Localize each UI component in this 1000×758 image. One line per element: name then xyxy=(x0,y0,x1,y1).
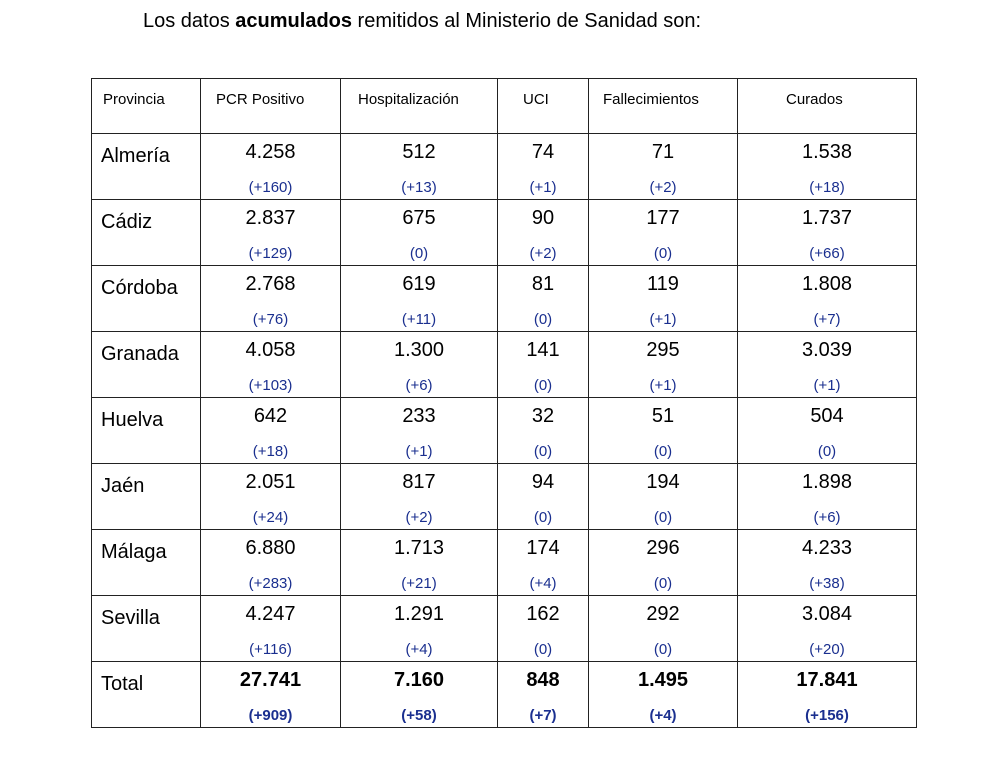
cell-uci xyxy=(498,398,589,464)
cell-value: 642 xyxy=(253,405,288,427)
cell-pcr-positivo xyxy=(201,134,341,200)
cell-hospitalizacion xyxy=(341,398,498,464)
cell-curados xyxy=(738,134,917,200)
cell-pcr-positivo xyxy=(201,332,341,398)
cell-provincia: Almería xyxy=(92,134,201,200)
cell-value: 194 xyxy=(646,471,680,493)
cell-delta: (0) xyxy=(533,641,553,658)
cell-provincia: Sevilla xyxy=(92,596,201,662)
cell-value: 292 xyxy=(646,603,680,625)
cell-provincia: Jaén xyxy=(92,464,201,530)
cell-value: 1.538 xyxy=(801,141,853,163)
cell-curados xyxy=(738,530,917,596)
cell-uci xyxy=(498,662,589,728)
cell-curados xyxy=(738,464,917,530)
cell-uci xyxy=(498,200,589,266)
cell-value: 512 xyxy=(402,141,436,163)
cell-delta: (0) xyxy=(533,443,553,460)
cell-value: 7.160 xyxy=(393,669,445,691)
cell-delta: (0) xyxy=(653,245,673,262)
cell-delta: (+2) xyxy=(405,509,433,526)
cell-fallecimientos xyxy=(589,596,738,662)
cell-hospitalizacion xyxy=(341,266,498,332)
table-row xyxy=(92,200,917,266)
cell-pcr-positivo xyxy=(201,530,341,596)
cell-value: 51 xyxy=(651,405,675,427)
table-row xyxy=(92,464,917,530)
cell-value: 4.058 xyxy=(245,339,296,361)
cell-pcr-positivo xyxy=(201,464,341,530)
heading-text-before: Los datos xyxy=(143,10,236,32)
cell-value: 6.880 xyxy=(245,537,296,559)
cell-delta: (0) xyxy=(653,443,673,460)
header-pcr-positivo: PCR Positivo xyxy=(201,79,341,134)
cell-value: 619 xyxy=(402,273,436,295)
cell-value: 1.300 xyxy=(393,339,445,361)
cell-value: 4.233 xyxy=(801,537,853,559)
cell-fallecimientos xyxy=(589,662,738,728)
cell-value: 675 xyxy=(402,207,436,229)
table-row xyxy=(92,266,917,332)
cell-curados xyxy=(738,266,917,332)
cell-delta: (+103) xyxy=(248,377,293,394)
cell-value: 4.258 xyxy=(245,141,296,163)
cell-pcr-positivo xyxy=(201,596,341,662)
cell-value: 2.051 xyxy=(245,471,296,493)
cell-delta: (+21) xyxy=(401,575,437,592)
cell-delta: (+160) xyxy=(248,179,293,196)
cell-value: 295 xyxy=(646,339,680,361)
heading-text-bold: acumulados xyxy=(235,10,352,32)
cell-value: 1.495 xyxy=(637,669,689,691)
cell-delta: (0) xyxy=(533,377,553,394)
cell-delta: (+116) xyxy=(249,641,292,658)
cell-delta: (+20) xyxy=(809,641,845,658)
cell-delta: (+6) xyxy=(405,377,433,394)
cell-delta: (+1) xyxy=(649,311,677,328)
header-fallecimientos: Fallecimientos xyxy=(589,79,738,134)
cell-fallecimientos xyxy=(589,398,738,464)
cell-value: 119 xyxy=(647,273,679,295)
cell-value: 848 xyxy=(526,669,560,691)
cell-delta: (+13) xyxy=(401,179,437,196)
cell-pcr-positivo xyxy=(201,200,341,266)
cell-hospitalizacion xyxy=(341,596,498,662)
cell-value: 81 xyxy=(531,273,555,295)
cell-value: 1.737 xyxy=(801,207,853,229)
cell-delta: (+18) xyxy=(809,179,845,196)
table-row xyxy=(92,398,917,464)
cell-delta: (+7) xyxy=(813,311,841,328)
cell-fallecimientos xyxy=(589,134,738,200)
table-row xyxy=(92,332,917,398)
cell-delta: (+24) xyxy=(252,509,289,526)
cell-delta: (0) xyxy=(653,641,673,658)
cell-value: 2.837 xyxy=(245,207,296,229)
cell-delta: (+1) xyxy=(813,377,841,394)
cell-delta: (+18) xyxy=(252,443,289,460)
cell-value: 296 xyxy=(646,537,680,559)
cell-value: 27.741 xyxy=(239,669,302,691)
cell-value: 74 xyxy=(531,141,555,163)
cell-fallecimientos xyxy=(589,530,738,596)
cell-delta: (+1) xyxy=(529,179,557,196)
page-heading xyxy=(143,9,701,33)
cell-value: 1.291 xyxy=(393,603,445,625)
header-hospitalizacion: Hospitalización xyxy=(341,79,498,134)
cell-hospitalizacion xyxy=(341,662,498,728)
cell-delta: (+6) xyxy=(813,509,841,526)
cell-hospitalizacion xyxy=(341,464,498,530)
cell-value: 177 xyxy=(646,207,680,229)
cell-curados xyxy=(738,662,917,728)
cell-value: 4.247 xyxy=(245,603,296,625)
header-curados: Curados xyxy=(738,79,917,134)
cell-delta: (+66) xyxy=(809,245,845,262)
cell-hospitalizacion xyxy=(341,200,498,266)
cell-delta: (0) xyxy=(409,245,429,262)
cell-hospitalizacion xyxy=(341,134,498,200)
cell-curados xyxy=(738,200,917,266)
cell-provincia: Total xyxy=(92,662,201,728)
cell-value: 817 xyxy=(402,471,436,493)
cell-value: 90 xyxy=(531,207,555,229)
cell-delta: (+2) xyxy=(649,179,677,196)
cell-delta: (0) xyxy=(653,509,673,526)
cell-delta: (0) xyxy=(533,311,553,328)
cell-delta: (+4) xyxy=(405,641,433,658)
cell-value: 17.841 xyxy=(796,669,858,691)
cell-provincia: Granada xyxy=(92,332,201,398)
cell-hospitalizacion xyxy=(341,530,498,596)
cell-pcr-positivo xyxy=(201,266,341,332)
cell-value: 174 xyxy=(526,537,560,559)
cell-value: 32 xyxy=(531,405,555,427)
cell-curados xyxy=(738,596,917,662)
cell-uci xyxy=(498,134,589,200)
cell-fallecimientos xyxy=(589,332,738,398)
cell-value: 3.039 xyxy=(801,339,853,361)
cell-delta: (+2) xyxy=(529,245,557,262)
table-header-row xyxy=(92,79,917,134)
cell-delta: (+11) xyxy=(401,311,437,328)
cell-pcr-positivo xyxy=(201,662,341,728)
cell-value: 162 xyxy=(526,603,560,625)
cell-value: 1.808 xyxy=(801,273,853,295)
cell-curados xyxy=(738,398,917,464)
cell-delta: (0) xyxy=(653,575,673,592)
cell-delta: (+58) xyxy=(401,707,437,724)
cell-provincia: Cádiz xyxy=(92,200,201,266)
cell-delta: (0) xyxy=(817,443,837,460)
cell-fallecimientos xyxy=(589,464,738,530)
cell-delta: (+283) xyxy=(248,575,293,592)
cell-value: 71 xyxy=(651,141,675,163)
cell-value: 233 xyxy=(402,405,436,427)
cell-delta: (+156) xyxy=(805,707,849,724)
cell-uci xyxy=(498,266,589,332)
cell-curados xyxy=(738,332,917,398)
table-row xyxy=(92,530,917,596)
cell-pcr-positivo xyxy=(201,398,341,464)
cell-delta: (+38) xyxy=(809,575,845,592)
cell-delta: (+4) xyxy=(649,707,677,724)
cell-hospitalizacion xyxy=(341,332,498,398)
header-uci: UCI xyxy=(498,79,589,134)
cell-value: 1.898 xyxy=(801,471,853,493)
table-row xyxy=(92,596,917,662)
cell-delta: (+1) xyxy=(405,443,433,460)
cell-uci xyxy=(498,596,589,662)
cell-provincia: Málaga xyxy=(92,530,201,596)
cell-fallecimientos xyxy=(589,200,738,266)
cell-uci xyxy=(498,332,589,398)
cell-delta: (+76) xyxy=(252,311,289,328)
cell-value: 3.084 xyxy=(801,603,853,625)
cell-value: 141 xyxy=(526,339,560,361)
covid-data-table xyxy=(91,78,917,728)
cell-value: 94 xyxy=(531,471,555,493)
table-row xyxy=(92,134,917,200)
cell-uci xyxy=(498,464,589,530)
cell-delta: (+1) xyxy=(649,377,677,394)
cell-value: 2.768 xyxy=(245,273,296,295)
cell-fallecimientos xyxy=(589,266,738,332)
cell-delta: (+4) xyxy=(529,575,557,592)
header-provincia: Provincia xyxy=(92,79,201,134)
cell-delta: (0) xyxy=(533,509,553,526)
table-total-row xyxy=(92,662,917,728)
heading-text-after: remitidos al Ministerio de Sanidad son: xyxy=(352,10,702,32)
cell-provincia: Huelva xyxy=(92,398,201,464)
cell-value: 504 xyxy=(810,405,844,427)
cell-value: 1.713 xyxy=(393,537,445,559)
cell-delta: (+7) xyxy=(529,707,557,724)
cell-uci xyxy=(498,530,589,596)
cell-delta: (+909) xyxy=(248,707,293,724)
cell-delta: (+129) xyxy=(248,245,293,262)
cell-provincia: Córdoba xyxy=(92,266,201,332)
